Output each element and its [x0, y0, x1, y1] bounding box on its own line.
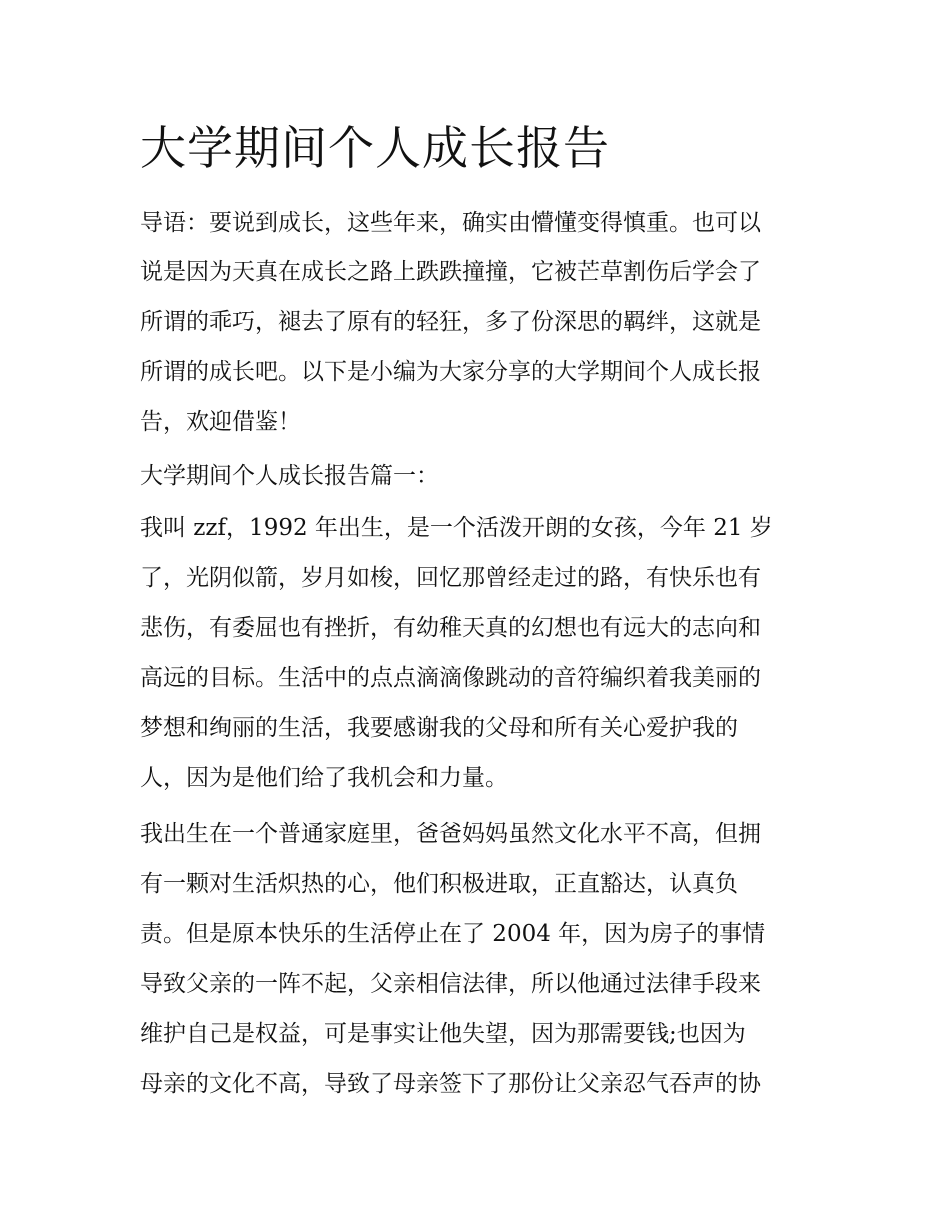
text-line: 责。但是原本快乐的生活停止在了 2004 年，因为房子的事情 [140, 921, 766, 947]
document-title: 大学期间个人成长报告 [140, 121, 610, 175]
text-line: 了，光阴似箭，岁月如梭，回忆那曾经走过的路，有快乐也有 [140, 565, 761, 591]
text-line: 所谓的乖巧，褪去了原有的轻狂，多了份深思的羁绊，这就是 [140, 309, 761, 335]
text-line: 母亲的文化不高，导致了母亲签下了那份让父亲忍气吞声的协 [140, 1071, 761, 1097]
text-line: 维护自己是权益，可是事实让他失望，因为那需要钱;也因为 [140, 1021, 746, 1047]
text-line: 悲伤，有委屈也有挫折，有幼稚天真的幻想也有远大的志向和 [140, 615, 761, 641]
text-line: 有一颗对生活炽热的心，他们积极进取，正直豁达，认真负 [140, 871, 738, 897]
text-line: 导语：要说到成长，这些年来，确实由懵懂变得慎重。也可以 [140, 210, 761, 236]
text-line: 导致父亲的一阵不起，父亲相信法律，所以他通过法律手段来 [140, 971, 761, 997]
text-line: 人，因为是他们给了我机会和力量。 [140, 765, 508, 791]
text-line: 我叫 zzf，1992 年出生，是一个活泼开朗的女孩，今年 21 岁 [140, 515, 773, 541]
section-heading: 大学期间个人成长报告篇一： [140, 463, 439, 489]
text-line: 所谓的成长吧。以下是小编为大家分享的大学期间个人成长报 [140, 359, 761, 385]
text-line: 我出生在一个普通家庭里，爸爸妈妈虽然文化水平不高，但拥 [140, 821, 761, 847]
text-line: 说是因为天真在成长之路上跌跌撞撞，它被芒草割伤后学会了 [140, 259, 761, 285]
text-line: 高远的目标。生活中的点点滴滴像跳动的音符编织着我美丽的 [140, 665, 761, 691]
text-line: 梦想和绚丽的生活，我要感谢我的父母和所有关心爱护我的 [140, 715, 738, 741]
text-line: 告，欢迎借鉴！ [140, 409, 301, 435]
